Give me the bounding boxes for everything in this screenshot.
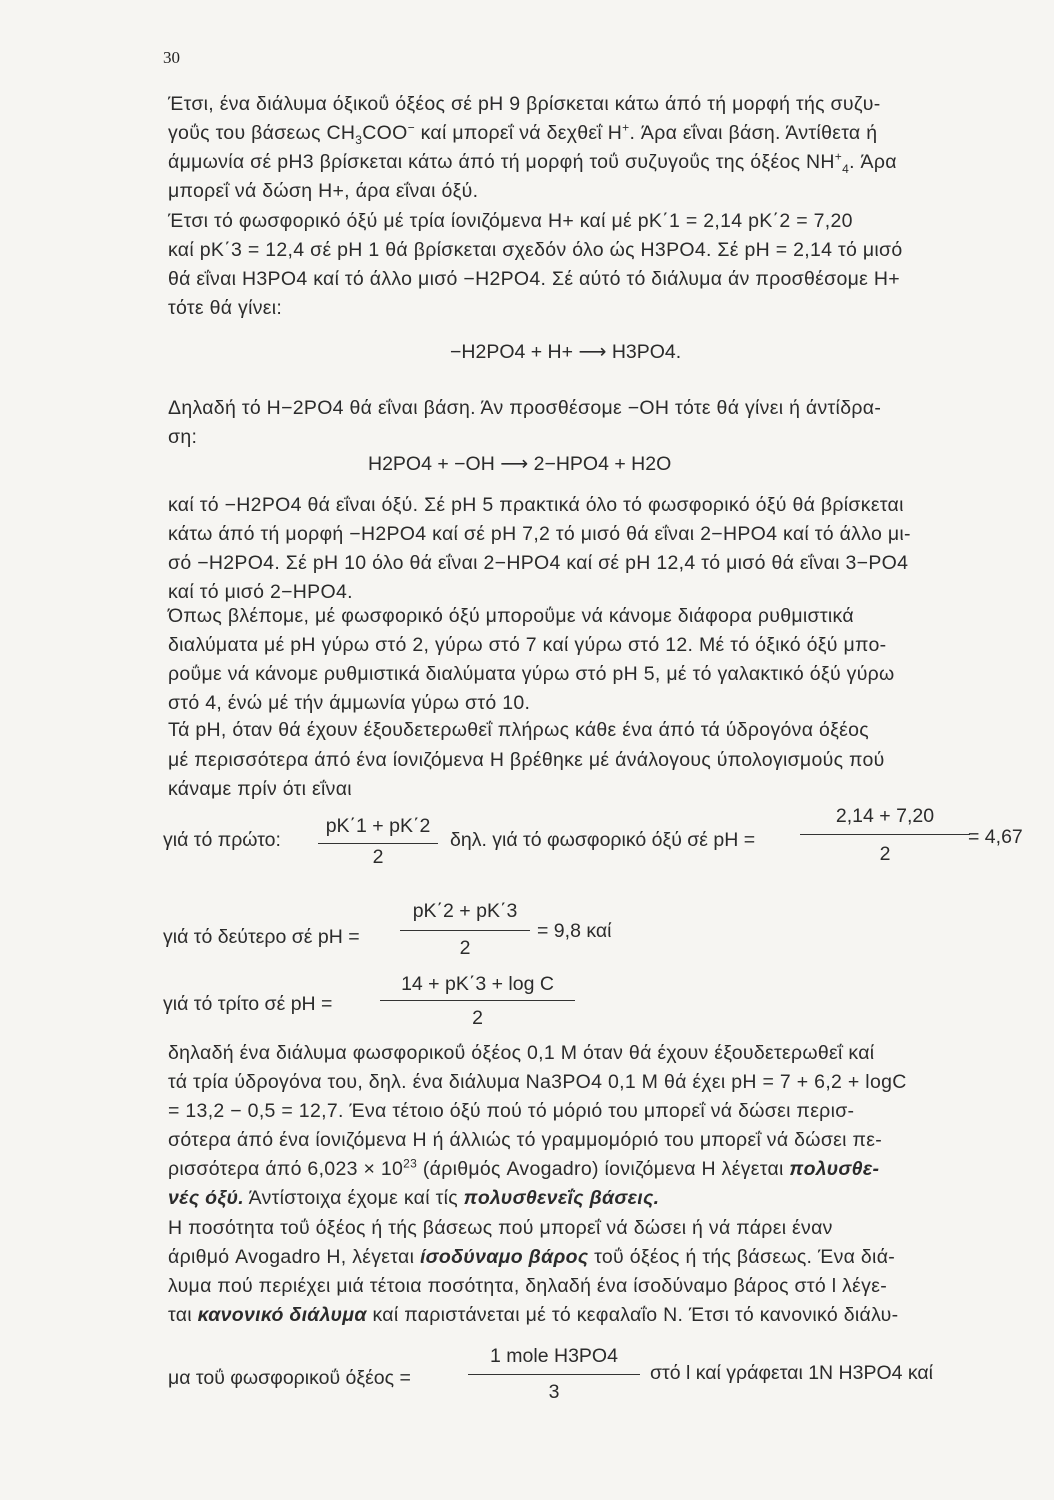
p7-line1: δηλαδή ένα διάλυμα φωσφορικοΰ όξέος 0,1 M όταν θά έχουν έξουδετερωθεΐ καί xyxy=(168,1042,875,1064)
formula1-numerator-2: 2,14 + 7,20 xyxy=(835,805,935,827)
p3-line1: Δηλαδή τό H−2PO4 θά εΐναι βάση. Άν προσθέσομε −OH τότε θά γίνει ή άντίδρα- xyxy=(168,397,882,419)
p2-line2: καί pK΄3 = 12,4 σέ pH 1 θά βρίσκεται σχεδόν όλο ώς H3PO4. Σέ pH = 2,14 τό μισό xyxy=(168,239,903,261)
p4-line1: καί τό −H2PO4 θά εΐναι όξύ. Σέ pH 5 πρακτικά όλο τό φωσφορικό όξύ θά βρίσκεται xyxy=(168,494,904,516)
formula2-fraction-bar xyxy=(400,930,530,931)
formula4-tail: στό l καί γράφεται 1N H3PO4 καί xyxy=(650,1362,934,1384)
p5-line2: διαλύματα μέ pH γύρω στό 2, γύρω στό 7 καί γύρω στό 12. Μέ τό όξικό όξύ μπο- xyxy=(168,634,887,656)
p1-line1: Έτσι, ένα διάλυμα όξικοΰ όξέος σέ pH 9 βρίσκεται κάτω άπό τή μορφή τής συζυ- xyxy=(168,93,881,115)
term-polysthenes: πολυσθε- xyxy=(789,1158,880,1180)
term-polysthenes-acid: νές όξύ. xyxy=(168,1187,245,1209)
term-normal-solution: κανονικό διάλυμα xyxy=(197,1304,367,1326)
p6-line1: Τά pH, όταν θά έχουν έξουδετερωθεΐ πλήρως κάθε ένα άπό τά ύδρογόνα όξέος xyxy=(168,719,870,741)
p4-line4: καί τό μισό 2−HPO4. xyxy=(168,581,353,603)
p2-line1: Έτσι τό φωσφορικό όξύ μέ τρία ίονιζόμενα H+ καί μέ pK΄1 = 2,14 pK΄2 = 7,20 xyxy=(168,210,853,232)
p7-line4: σότερα άπό ένα ίονιζόμενα H ή άλλιώς τό γραμμομόριό του μπορεΐ νά δώσει πε- xyxy=(168,1129,883,1151)
formula4-numerator: 1 mole H3PO4 xyxy=(490,1345,618,1367)
formula4-denominator: 3 xyxy=(548,1381,560,1403)
p8-line4: ται κανονικό διάλυμα καί παριστάνεται μέ τό κεφαλαΐο N. Έτσι τό κανονικό διάλυ- xyxy=(168,1304,899,1326)
p5-line1: Όπως βλέπομε, μέ φωσφορικό όξύ μποροΰμε νά κάνομε διάφορα ρυθμιστικά xyxy=(168,605,854,627)
p7-line2: τά τρία ύδρογόνα του, δηλ. ένα διάλυμα Na3PO4 0,1 M θά έχει pH = 7 + 6,2 + logC xyxy=(168,1071,907,1093)
p6-line3: κάναμε πρίν ότι εΐναι xyxy=(168,778,352,800)
p7-line3: = 13,2 − 0,5 = 12,7. Ένα τέτοιο όξύ πού τό μόριό του μπορεΐ νά δώσει περισ- xyxy=(168,1100,855,1122)
p3-line2: ση: xyxy=(168,426,198,448)
formula1-lead: γιά τό πρώτο: xyxy=(163,829,281,851)
page-number: 30 xyxy=(163,48,180,67)
formula1-middle: δηλ. γιά τό φωσφορικό όξύ σέ pH = xyxy=(450,829,756,851)
p1-line2: γοΰς του βάσεως $CH_3COO^-$ καί μπορεΐ νά δεχθεΐ H+. Άρα εΐναι βάση. Άντίθετα ή xyxy=(168,120,878,147)
p8-line2: άριθμό Avogadro H, λέγεται ίσοδύναμο βάρος τοΰ όξέος ή τής βάσεως. Ένα διά- xyxy=(168,1246,896,1268)
p2-line4: τότε θά γίνει: xyxy=(168,297,283,319)
p4-line2: κάτω άπό τή μορφή −H2PO4 καί σέ pH 7,2 τό μισό θά εΐναι 2−HPO4 καί τό άλλο μι- xyxy=(168,523,911,545)
p4-line3: σό −H2PO4. Σέ pH 10 όλο θά εΐναι 2−HPO4 καί σέ pH 12,4 τό μισό θά εΐναι 3−PO4 xyxy=(168,552,909,574)
p6-line2: μέ περισσότερα άπό ένα ίονιζόμενα H βρέθηκε μέ άνάλογους ύπολογισμούς πού xyxy=(168,749,885,771)
formula3-numerator: 14 + pK΄3 + log C xyxy=(401,973,554,995)
formula1-denominator: 2 xyxy=(372,846,384,868)
formula1-numerator: pK΄1 + pK΄2 xyxy=(325,815,431,837)
p2-line3: θά εΐναι H3PO4 καί τό άλλο μισό −H2PO4. Σέ αύτό τό διάλυμα άν προσθέσομε H+ xyxy=(168,268,900,290)
formula3-lead: γιά τό τρίτο σέ pH = xyxy=(163,993,333,1015)
term-polysthenic-bases: πολυσθενεΐς βάσεις. xyxy=(463,1187,660,1209)
formula1-fraction-bar xyxy=(318,843,438,844)
p5-line3: ροΰμε νά κάνομε ρυθμιστικά διαλύματα γύρω στό pH 5, μέ τό γαλακτικό όξύ γύρω xyxy=(168,663,895,685)
formula1-result: = 4,67 xyxy=(968,826,1023,848)
equation-1: −H2PO4 + H+ ⟶ H3PO4. xyxy=(450,341,682,363)
p7-line6: νές όξύ. Άντίστοιχα έχομε καί τίς πολυσθενεΐς βάσεις. xyxy=(168,1187,660,1209)
formula2-lead: γιά τό δεύτερο σέ pH = xyxy=(163,926,360,948)
p8-line1: Η ποσότητα τοΰ όξέος ή τής βάσεως πού μπορεΐ νά δώσει ή νά πάρει έναν xyxy=(168,1217,833,1239)
formula4-fraction-bar xyxy=(468,1374,640,1375)
p1-line4: μπορεΐ νά δώση H+, άρα εΐναι όξύ. xyxy=(168,180,479,202)
formula1-denominator-2: 2 xyxy=(879,843,891,865)
equation-2: H2PO4 + −OH ⟶ 2−HPO4 + H2O xyxy=(368,453,672,475)
p1-line3: άμμωνία σέ pH3 βρίσκεται κάτω άπό τή μορφή τοΰ συζυγοΰς της όξέος $NH^+_4$. Άρα xyxy=(168,149,897,176)
formula3-fraction-bar xyxy=(380,1000,575,1001)
formula2-denominator: 2 xyxy=(459,937,471,959)
formula4-lead: μα τοΰ φωσφορικοΰ όξέος = xyxy=(168,1367,411,1389)
formula1-fraction-bar-2 xyxy=(800,834,970,835)
p8-line3: λυμα πού περιέχει μιά τέτοια ποσότητα, δηλαδή ένα ίσοδύναμο βάρος στό l λέγε- xyxy=(168,1275,887,1297)
p7-line5: ρισσότερα άπό $6,023 \times 10^{23}$ (άριθμός Avogadro) ίονιζόμενα H λέγεται πολυσθε- xyxy=(168,1156,880,1180)
formula3-denominator: 2 xyxy=(472,1007,483,1029)
formula2-result: = 9,8 καί xyxy=(537,920,612,942)
formula2-numerator: pK΄2 + pK΄3 xyxy=(412,900,518,922)
p5-line4: στό 4, ένώ μέ τήν άμμωνία γύρω στό 10. xyxy=(168,692,531,714)
term-equivalent-weight: ίσοδύναμο βάρος xyxy=(419,1246,589,1268)
